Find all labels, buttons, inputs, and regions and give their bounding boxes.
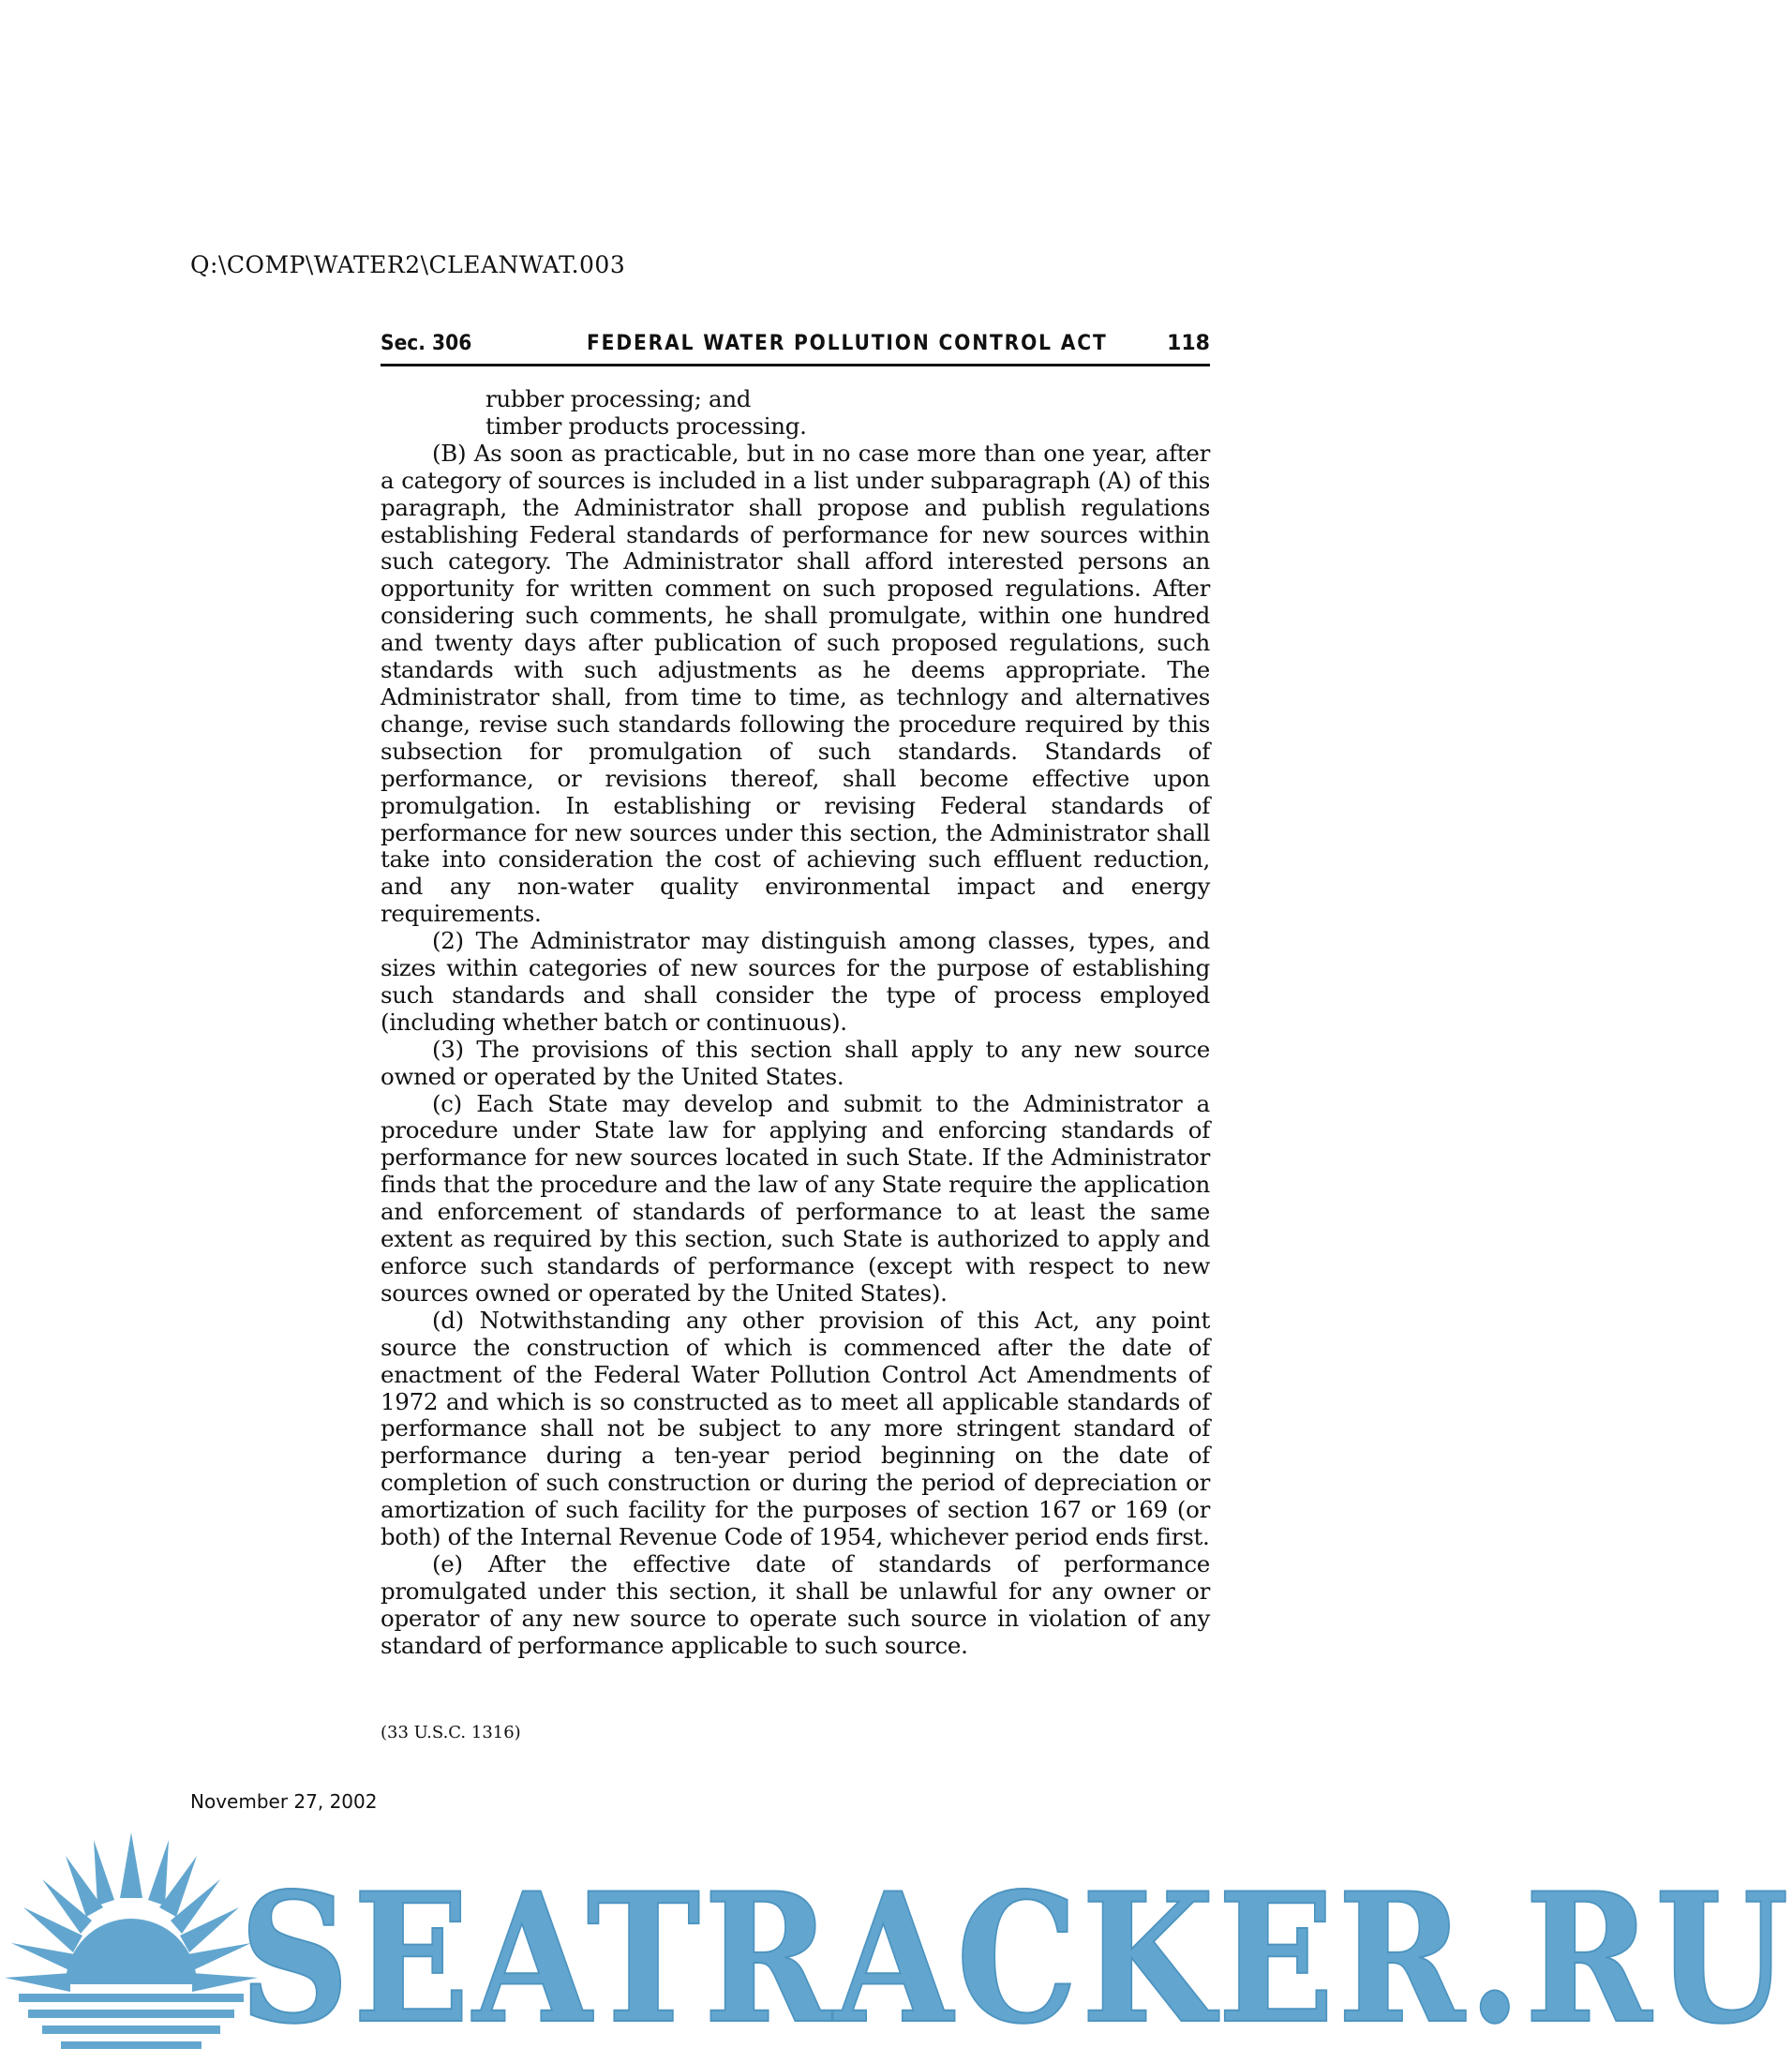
paragraph-2: (2) The Administrator may distinguish among classes, types, and sizes within categories of new sources for the purpose of establishing such standards and shall consider the type of process employed (including whether batch or continuous). — [381, 927, 1210, 1036]
paragraph-e: (e) After the effective date of standards of performance promulgated under this section, it shall be unlawful for any owner or operator of any new source to operate such source in violation of any standard of performance applicable to such source. — [381, 1549, 1210, 1659]
paragraph-c: (c) Each State may develop and submit to the Administrator a procedure under State law for applying and enforcing standards of performance for new sources located in such State. If the Administrator finds that the procedure and the law of any State require the application and enforcement of standards of performance to at least the same extent as required by this section, such State is authorized to apply and enforce such standards of performance (except with respect to new sources owned or operated by the United States). — [381, 1089, 1210, 1307]
usc-citation: (33 U.S.C. 1316) — [381, 1723, 521, 1742]
paragraph-d: (d) Notwithstanding any other provision of this Act, any point source the construction of which is commenced after the date of enactment of the Federal Water Pollution Control Act Amendments of 1972 and which is so constructed as to meet all applicable standards of performance shall not be subject to any more stringent standard of performance during a ten-year period beginning on the date of completion of such construction or during the period of depreciation or amortization of such facility for the purposes of section 167 or 169 (or both) of the Internal Revenue Code of 1954, whichever period ends first. — [381, 1306, 1210, 1551]
list-item: rubber processing; and — [485, 385, 752, 412]
act-title: FEDERAL WATER POLLUTION CONTROL ACT — [587, 332, 1108, 355]
file-path: Q:\COMP\WATER2\CLEANWAT.003 — [190, 251, 626, 278]
watermark-text: SEATRACKER.RU — [239, 1854, 1792, 2063]
footer-date: November 27, 2002 — [190, 1790, 378, 1813]
list-item: timber products processing. — [485, 411, 807, 440]
section-number: Sec. 306 — [381, 332, 472, 355]
running-head — [381, 328, 1210, 366]
paragraph-3: (3) The provisions of this section shall apply to any new source owned or operated by the United States. — [381, 1035, 1210, 1090]
page-number: 118 — [1167, 332, 1210, 355]
document-body — [381, 386, 1210, 1660]
paragraph-b: (B) As soon as practicable, but in no case more than one year, after a category of sources is included in a list under subparagraph (A) of this paragraph, the Administrator shall propose and publish regulations establishing Federal standards of performance for new sources within such category. The Administrator shall afford interested persons an opportunity for written comment on such proposed regulations. After considering such comments, he shall promulgate, within one hundred and twenty days after publication of such proposed regulations, such standards with such adjustments as he deems appropriate. The Administrator shall, from time to time, as technlogy and alternatives change, revise such standards following the procedure required by this subsection for promulgation of such standards. Standards of performance, or revisions thereof, shall become effective upon promulgation. In establishing or revising Federal standards of performance for new sources under this section, the Administrator shall take into consideration the cost of achieving such effluent reduction, and any non-water quality environmental impact and energy requirements. — [381, 439, 1210, 928]
